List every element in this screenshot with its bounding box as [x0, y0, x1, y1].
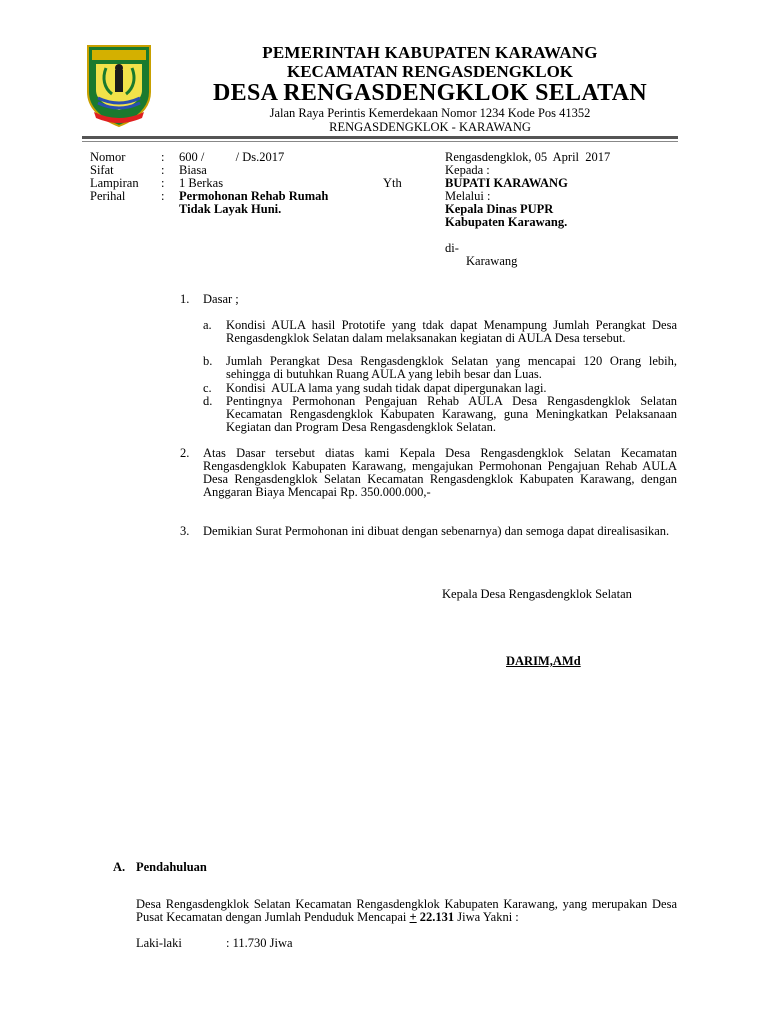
- section-a-label: A.: [113, 860, 126, 874]
- sifat-label: Sifat: [90, 163, 114, 177]
- letterhead-line-1: PEMERINTAH KABUPATEN KARAWANG: [262, 43, 598, 62]
- item-3-text: Demikian Surat Permohonan ini dibuat dengan sebenarnya) dan semoga dapat direalisasikan.: [203, 524, 670, 538]
- laki-laki-label: Laki-laki: [136, 936, 182, 950]
- item-3-number: 3.: [180, 524, 190, 538]
- melalui-label: Melalui :: [445, 189, 491, 203]
- section-a-paragraph-suffix: Jiwa Yakni :: [454, 910, 519, 924]
- letter-date: Rengasdengklok, 05 April 2017: [445, 150, 611, 164]
- kepada-label: Kepada :: [445, 163, 490, 177]
- recipient-dinas-line-1: Kepala Dinas PUPR: [445, 202, 554, 216]
- letterhead-divider-thin: [82, 141, 678, 142]
- letterhead-village-name: DESA RENGASDENGKLOK SELATAN: [213, 80, 647, 106]
- lampiran-colon: :: [161, 176, 165, 190]
- recipient-dinas-line-2: Kabupaten Karawang.: [445, 215, 568, 229]
- letterhead-address: Jalan Raya Perintis Kemerdekaan Nomor 1234 Kode Pos 41352: [269, 106, 591, 120]
- signature-name: DARIM,AMd: [506, 654, 581, 668]
- sifat-value: Biasa: [179, 163, 207, 177]
- letterhead-line-2: KECAMATAN RENGASDENGKLOK: [286, 62, 574, 81]
- item-1d-text: Pentingnya Permohonan Pengajuan Rehab AULA Desa Rengasdengklok Selatan Kecamatan Rengasdengklok Kabupaten Karawang, guna Meningkatkan Pelaksanaan Kegiatan dan Program Desa Rengasdengklok Selatan.: [226, 394, 677, 434]
- perihal-value-line-2: Tidak Layak Huni.: [179, 202, 282, 216]
- section-a-paragraph-text: Desa Rengasdengklok Selatan Kecamatan Rengasdengklok Kabupaten Karawang, yang merupakan Desa Pusat Kecamatan dengan Jumlah Penduduk Mencapai: [136, 897, 677, 924]
- population-total: 22.131: [419, 910, 455, 924]
- item-1-title: Dasar ;: [203, 292, 239, 306]
- item-1a-label: a.: [203, 318, 212, 332]
- perihal-value-line-1: Permohonan Rehab Rumah: [179, 189, 329, 203]
- item-1a-text: Kondisi AULA hasil Prototife yang tdak dapat Menampung Jumlah Perangkat Desa Rengasdengklok Selatan dalam melaksanakan kegiatan di AULA Desa tersebut.: [226, 318, 677, 345]
- signature-title: Kepala Desa Rengasdengklok Selatan: [442, 587, 632, 601]
- perihal-label: Perihal: [90, 189, 126, 203]
- item-1c-text: Kondisi AULA lama yang sudah tidak dapat dipergunakan lagi.: [226, 381, 547, 395]
- plus-minus-sign: +: [409, 910, 417, 924]
- lampiran-label: Lampiran: [90, 176, 139, 190]
- item-1-number: 1.: [180, 292, 190, 306]
- recipient-bupati: BUPATI KARAWANG: [445, 176, 568, 190]
- sifat-colon: :: [161, 163, 165, 177]
- letterhead-divider-thick: [82, 136, 678, 139]
- lampiran-value: 1 Berkas: [179, 176, 224, 190]
- district-logo: [84, 42, 154, 128]
- item-2-text: Atas Dasar tersebut diatas kami Kepala Desa Rengasdengklok Selatan Kecamatan Rengasdengklok Kabupaten Karawang, mengajukan Permohonan Pengajuan Rehab AULA Desa Rengasdengklok Selatan Kecamatan Rengasdengklok Kabupaten Karawang, dengan Anggaran Biaya Mencapai Rp. 350.000.000,-: [203, 446, 677, 499]
- item-2-number: 2.: [180, 446, 190, 460]
- section-a-paragraph: [136, 898, 677, 924]
- nomor-label: Nomor: [90, 150, 126, 164]
- letterhead-city: RENGASDENGKLOK - KARAWANG: [329, 120, 531, 134]
- nomor-colon: :: [161, 150, 165, 164]
- yth-label: Yth: [383, 176, 402, 190]
- item-1b-label: b.: [203, 354, 213, 368]
- di-label: di-: [445, 241, 459, 255]
- perihal-colon: :: [161, 189, 165, 203]
- item-1b-text: Jumlah Perangkat Desa Rengasdengklok Selatan yang mencapai 120 Orang lebih, sehingga di butuhkan Ruang AULA yang lebih besar dan Luas.: [226, 354, 677, 381]
- recipient-place: Karawang: [466, 254, 518, 268]
- item-1c-label: c.: [203, 381, 212, 395]
- nomor-value: 600 / / Ds.2017: [179, 150, 285, 164]
- section-a-heading: Pendahuluan: [136, 860, 207, 874]
- laki-laki-value: : 11.730 Jiwa: [226, 936, 293, 950]
- item-1d-label: d.: [203, 394, 213, 408]
